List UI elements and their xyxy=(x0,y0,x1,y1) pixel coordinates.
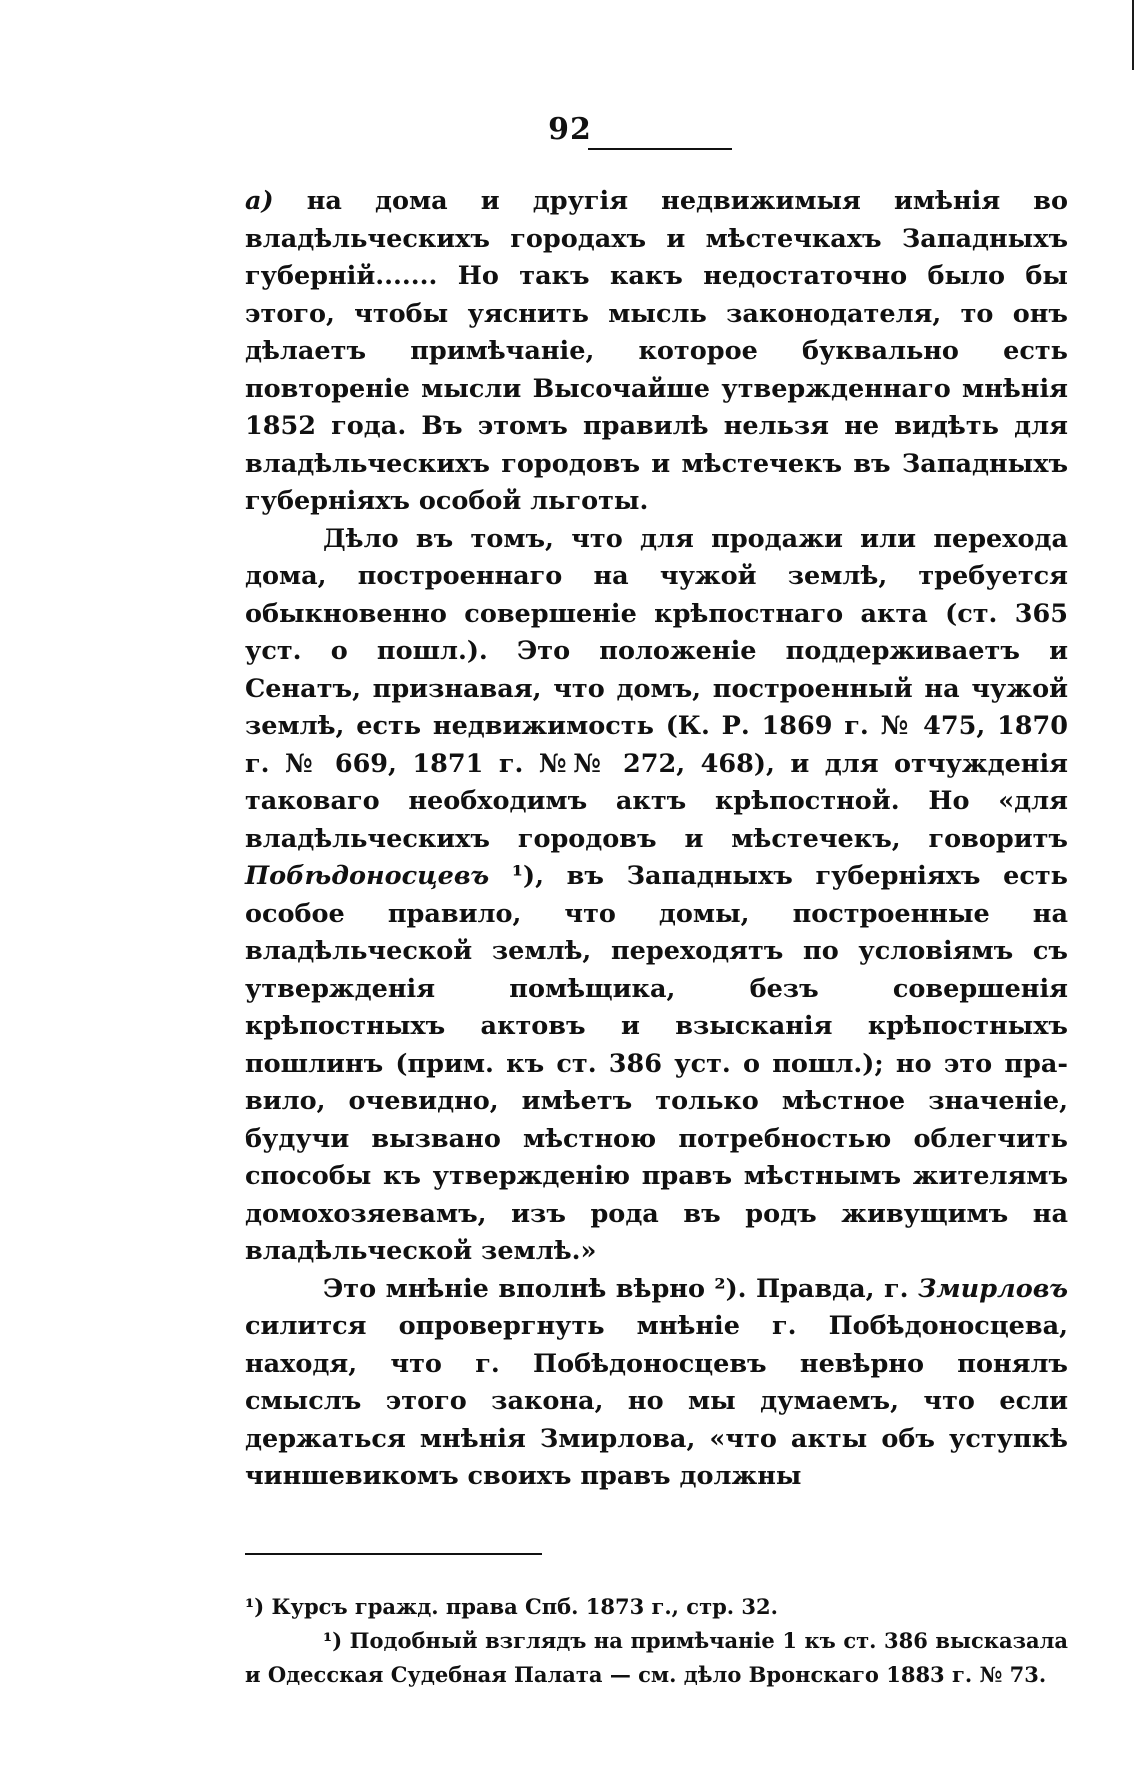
main-text xyxy=(245,183,1068,1496)
paragraph xyxy=(245,1271,1068,1496)
text-run: Дѣло въ томъ, что для продажи или перехода дома, построеннаго на чужой землѣ, требуется обыкновенно совершеніе крѣпостнаго акта (ст. 365 уст. о пошл.). Это положеніе поддерживаетъ и Сенатъ, признавая, что домъ, построенный на чужой землѣ, есть недвижимость (К. Р. 1869 г. № 475, 1870 г. № 669, 1871 г. №№ 272, 468), и для отчужденія таковаго необходимъ актъ крѣпостной. Но «для владѣльческихъ городовъ и мѣстечекъ, говоритъ xyxy=(245,523,1068,854)
italic-text: Змирловъ xyxy=(918,1273,1068,1304)
page-number-rule xyxy=(588,148,732,150)
footnote-separator xyxy=(245,1553,542,1555)
scan-edge-mark xyxy=(1132,0,1134,70)
text-run: на дома и другія недвижимыя имѣнія во владѣльческихъ городахъ и мѣстечкахъ Западныхъ губерній....... Но такъ какъ недостаточно было бы этого, чтобы уяснить мысль законодателя, то онъ дѣлаетъ примѣчаніе, которое буквально есть повтореніе мысли Высочайше утвержденнаго мнѣнія 1852 года. Въ этомъ правилѣ нельзя не видѣть для владѣльческихъ городовъ и мѣстечекъ въ Западныхъ губерніяхъ особой льготы. xyxy=(245,186,1068,516)
footnote-2: ¹) Подобный взглядъ на примѣчаніе 1 къ ст. 386 высказала и Одесская Судебная Палата — см. дѣло Вронскаго 1883 г. № 73. xyxy=(245,1628,1068,1687)
text-run: силится опровергнуть мнѣніе г. Побѣдоносцева, находя, что г. Побѣдоносцевъ невѣрно понялъ смыслъ этого закона, но мы думаемъ, что если держаться мнѣнія Змирлова, «что акты объ уступкѣ чиншевикомъ своихъ правъ должны xyxy=(245,1311,1068,1491)
footnote-1: ¹) Курсъ гражд. права Спб. 1873 г., стр. 32. xyxy=(245,1594,778,1619)
paragraph xyxy=(245,521,1068,1271)
text-run: ¹), въ Западныхъ губерніяхъ есть особое правило, что домы, построенные на владѣльческой землѣ, переходятъ по условіямъ съ утвержденія помѣщика, безъ совершенія крѣпостныхъ актовъ и взысканія крѣпостныхъ пошлинъ (прим. къ ст. 386 уст. о пошл.); но это правило, очевидно, имѣетъ только мѣстное значеніе, будучи вызвано мѣстною потребностью облегчить способы къ утвержденію правъ мѣстнымъ жителямъ домохозяевамъ, изъ рода въ родъ живущимъ на владѣльческой землѣ.» xyxy=(245,861,1068,1266)
paragraph xyxy=(245,183,1068,521)
page-number: 92 xyxy=(548,112,592,147)
italic-text: a) xyxy=(245,186,274,216)
italic-text: Побѣдоносцевъ xyxy=(245,861,490,891)
text-run: Это мнѣніе вполнѣ вѣрно ²). Правда, г. xyxy=(323,1273,919,1304)
footnotes xyxy=(245,1590,1068,1692)
